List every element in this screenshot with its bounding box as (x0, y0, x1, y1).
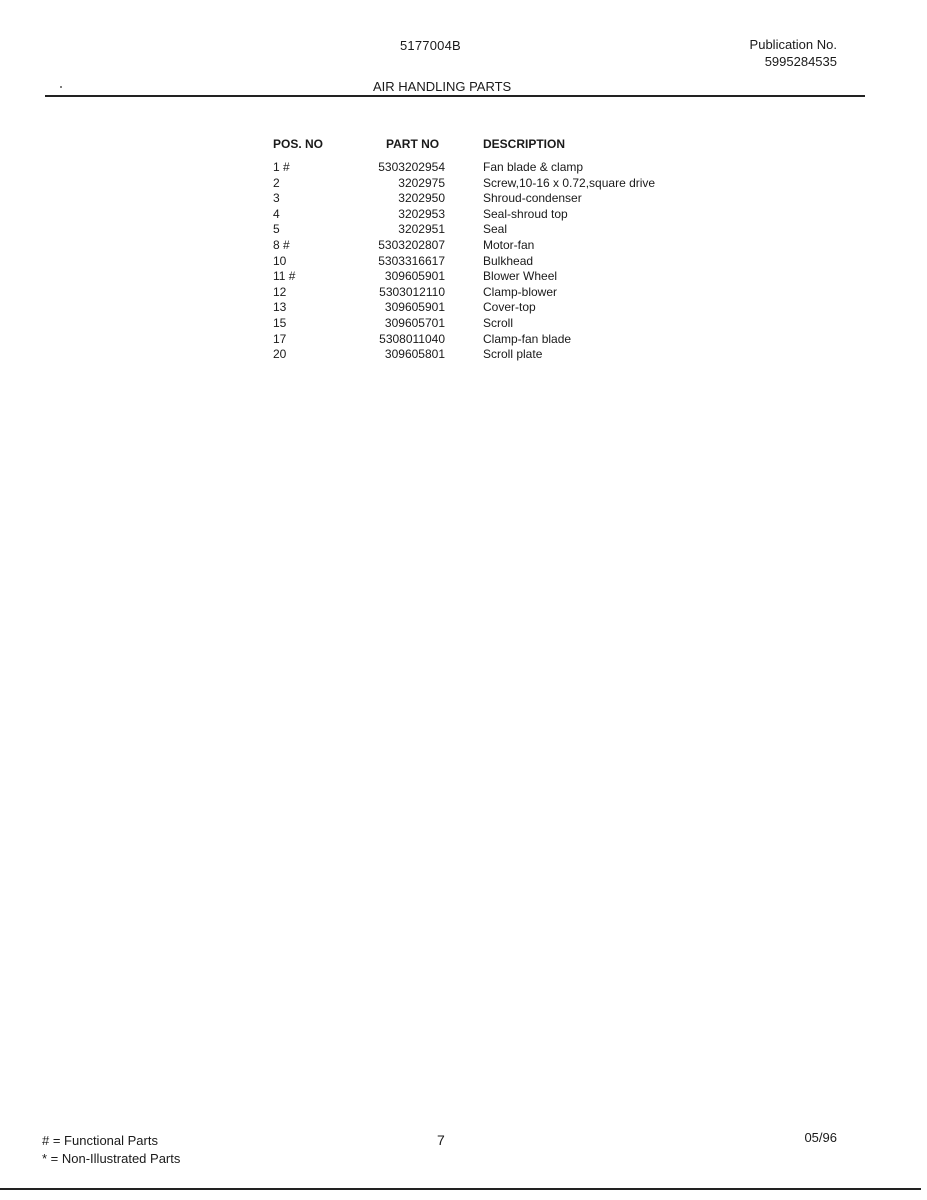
column-header-part: PART NO (386, 137, 440, 151)
cell-part-number: 309605801 (384, 347, 445, 362)
table-row (273, 207, 743, 223)
publication-block (750, 36, 837, 70)
cell-part-number: 5303202954 (378, 160, 445, 174)
table-row (273, 222, 743, 238)
cell-part-number: 5303202807 (378, 237, 445, 252)
page-number: 7 (437, 1132, 445, 1148)
cell-description: Scroll plate (483, 347, 543, 362)
parts-table (273, 137, 743, 363)
cell-description: Shroud-condenser (483, 191, 582, 206)
cell-part-number: 3202953 (398, 206, 445, 221)
cell-description: Motor-fan (483, 237, 535, 252)
cell-pos: 5 (273, 222, 280, 237)
cell-description: Bulkhead (483, 253, 534, 268)
publication-number: 5995284535 (764, 54, 837, 69)
scan-speck (60, 86, 62, 88)
cell-pos: 12 (273, 284, 287, 299)
section-title: AIR HANDLING PARTS (373, 79, 512, 94)
table-row (273, 176, 743, 192)
cell-part-number: 3202951 (398, 222, 445, 237)
cell-pos: 20 (273, 347, 287, 362)
cell-description: Seal (483, 222, 508, 237)
cell-part-number: 309605901 (384, 300, 445, 315)
cell-description: Fan blade & clamp (483, 160, 584, 174)
table-row (273, 160, 743, 176)
model-number: 5177004B (400, 38, 461, 53)
parts-table-body (273, 160, 743, 363)
cell-part-number: 5308011040 (379, 331, 445, 346)
cell-pos: 15 (273, 315, 287, 330)
cell-description: Clamp-blower (483, 284, 558, 299)
cell-description: Clamp-fan blade (483, 331, 572, 346)
cell-description: Cover-top (483, 300, 536, 315)
column-header-description: DESCRIPTION (483, 137, 566, 151)
cell-part-number: 5303316617 (378, 253, 445, 268)
table-row (273, 191, 743, 207)
cell-part-number: 5303012110 (379, 284, 445, 299)
cell-pos: 17 (273, 331, 287, 346)
cell-part-number: 3202975 (398, 175, 445, 190)
cell-description: Blower Wheel (483, 269, 558, 284)
cell-pos: 2 (273, 175, 280, 190)
legend-non-illustrated: * = Non-Illustrated Parts (42, 1151, 181, 1166)
publication-label: Publication No. (749, 37, 837, 52)
cell-pos: 3 (273, 191, 280, 206)
table-row (273, 238, 743, 254)
cell-part-number: 3202950 (398, 191, 445, 206)
cell-pos: 11 # (273, 269, 296, 284)
cell-part-number: 309605701 (384, 315, 445, 330)
cell-description: Seal-shroud top (483, 206, 568, 221)
cell-pos: 4 (273, 206, 280, 221)
cell-pos: 1 # (273, 160, 290, 174)
table-row (273, 332, 743, 348)
publication-date: 05/96 (804, 1130, 837, 1145)
table-row (273, 316, 743, 332)
column-header-pos: POS. NO (273, 137, 324, 151)
table-header-row (273, 137, 743, 160)
table-row (273, 300, 743, 316)
footer-legend (42, 1132, 180, 1168)
cell-description: Scroll (483, 315, 514, 330)
table-row (273, 269, 743, 285)
cell-pos: 13 (273, 300, 287, 315)
footer-rule (0, 1188, 921, 1190)
table-row (273, 347, 743, 363)
header-rule (45, 95, 865, 97)
cell-pos: 8 # (273, 237, 290, 252)
cell-description: Screw,10-16 x 0.72,square drive (483, 175, 656, 190)
cell-pos: 10 (273, 253, 287, 268)
table-row (273, 285, 743, 301)
table-row (273, 254, 743, 270)
legend-functional: # = Functional Parts (42, 1133, 158, 1148)
cell-part-number: 309605901 (384, 269, 445, 284)
